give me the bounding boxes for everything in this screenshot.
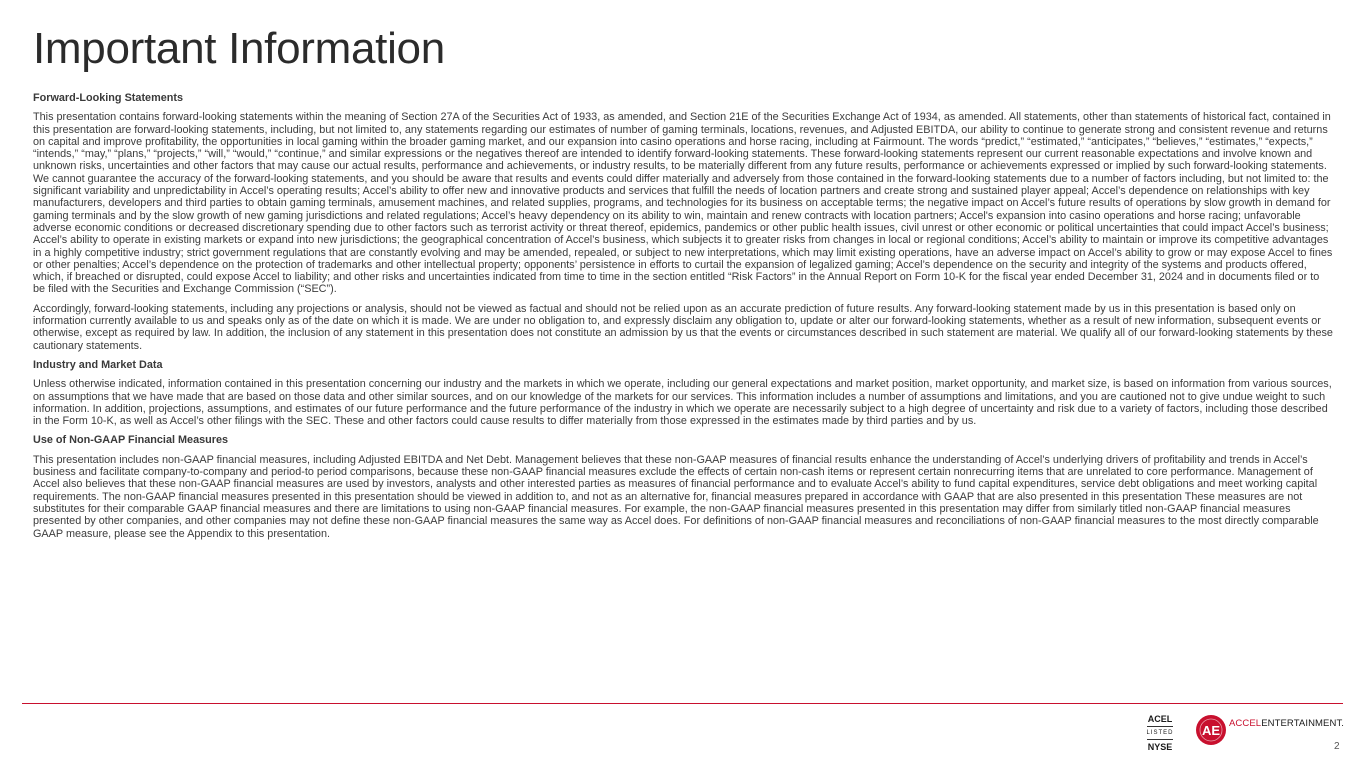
document-body <box>33 92 1333 547</box>
logo-letters: AE <box>1201 723 1221 738</box>
paragraph: This presentation includes non-GAAP financial measures, including Adjusted EBITDA and Net Debt. Management believes that these non-GAAP measures of financial results enhance the understanding of Accel’s underlying drivers of profitability and trends in Accel’s business and facilitate company-to-company and period-to period comparisons, because these non-GAAP financial measures exclude the effects of certain non-cash items or represent certain nonrecurring items that are unrelated to core performance. Management of Accel also believes that these non-GAAP financial measures are used by investors, analysts and other interested parties as measures of financial performance and to evaluate Accel’s ability to fund capital expenditures, service debt obligations and meet working capital requirements. The non-GAAP financial measures presented in this presentation should be viewed in addition to, and not as an alternative for, financial measures prepared in accordance with GAAP that are also presented in this presentation These measures are not substitutes for their comparable GAAP financial measures and there are limitations to using non-GAAP financial measures. For example, the non-GAAP financial measures presented in this presentation may differ from similarly titled non-GAAP financial measures presented by other companies, and other companies may not define these non-GAAP financial measures the same way as Accel does. For definitions of non-GAAP financial measures and reconciliations of non-GAAP financial measures to the most directly comparable GAAP measure, please see the Appendix to this presentation. <box>33 453 1319 540</box>
section-heading: Forward-Looking Statements <box>33 92 184 104</box>
listing-status: LISTED <box>1146 730 1174 736</box>
section-industry-market-data <box>33 359 1333 427</box>
section-heading: Industry and Market Data <box>33 358 163 371</box>
section-non-gaap-measures <box>33 434 1333 539</box>
listing-exchange: NYSE <box>1147 742 1173 752</box>
badge-rule <box>1147 726 1173 727</box>
company-wordmark <box>1229 718 1344 729</box>
page-title: Important Information <box>33 24 445 73</box>
accel-logo-icon <box>1195 714 1227 746</box>
nyse-listed-badge <box>1143 714 1177 753</box>
footer-divider <box>22 703 1343 704</box>
section-forward-looking-statements <box>33 92 1333 352</box>
badge-rule <box>1147 739 1173 740</box>
paragraph: This presentation contains forward-looking statements within the meaning of Section 27A of the Securities Act of 1933, as amended, and Section 21E of the Securities Exchange Act of 1934, as amended. All statements, other than statements of historical fact, contained in this presentation are forward-looking statements, including, but not limited to, any statements regarding our estimates of number of gaming terminals, locations, revenues, and Adjusted EBITDA, our ability to continue to generate strong and consistent revenue and returns on capital and improve profitability, the opportunities in local gaming within the broader gaming market, and our expansion into casino operations and horse racing, including at Fairmount. The words “predict,” “estimated,” “anticipates,” “believes,” “estimates,” “expects,” “intends,” “may,” “plans,” “projects,” “will,” “would,” “continue,” and similar expressions or the negatives thereof are intended to identify forward-looking statements. These forward-looking statements represent our current reasonable expectations and involve known and unknown risks, uncertainties and other factors that may cause our actual results, performance and achievements, or industry results, to be materially different from any future results, performance or achievements expressed or implied by such forward-looking statements. We cannot guarantee the accuracy of the forward-looking statements, and you should be aware that results and events could differ materially and adversely from those contained in the forward-looking statements due to a number of factors including, but not limited to: the significant variability and unpredictability in Accel’s operating results; Accel’s ability to offer new and innovative products and services that fulfill the needs of location partners and create strong and sustained player appeal; Accel’s dependence on relationships with key manufacturers, developers and third parties to obtain gaming terminals, amusement machines, and related supplies, programs, and technologies for its business on acceptable terms; the negative impact on Accel’s future results of operations by slow growth in demand for gaming terminals and by the slow growth of new gaming jurisdictions and related regulations; Accel’s heavy dependency on its ability to win, maintain and renew contracts with location partners; Accel's expansion into casino operations and horse racing; unfavorable adverse economic conditions or decreased discretionary spending due to other factors such as terrorist activity or threat thereof, epidemics, pandemics or other public health issues, civil unrest or other economic or political uncertainties that could impact Accel’s business; Accel’s ability to operate in existing markets or expand into new jurisdictions; the geographical concentration of Accel’s business, which subjects it to greater risks from changes in local or regional conditions; Accel’s ability to maintain or improve its competitive advantages in a highly competitive industry; strict government regulations that are constantly evolving and may be amended, repealed, or subject to new interpretations, which may limit existing operations, have an adverse impact on Accel’s ability to grow or may expose Accel to fines or other penalties; Accel’s dependence on the protection of trademarks and other intellectual property; opponents’ persistence in efforts to curtail the expansion of legalized gaming; Accel’s dependence on the security and integrity of the systems and products offered, which, if breached or disrupted, could expose Accel to liability; and other risks and uncertainties indicated from time to time in the section entitled “Risk Factors” in the Annual Report on Form 10-K for the fiscal year ended December 31, 2024 and in documents filed or to be filed with the Securities and Exchange Commission (“SEC”). <box>33 111 1333 296</box>
paragraph: Accordingly, forward-looking statements, including any projections or analysis, should not be viewed as factual and should not be relied upon as an accurate prediction of future results. Any forward-looking statement made by us in this presentation is based only on information currently available to us and speaks only as of the date on which it is made. We are under no obligation to, and expressly disclaim any obligation to, update or alter our forward-looking statements, whether as a result of new information, subsequent events or otherwise, except as required by law. In addition, the inclusion of any statement in this presentation does not constitute an admission by us that the events or circumstances described in such statement are material. We qualify all of our forward-looking statements by these cautionary statements. <box>33 302 1333 352</box>
section-heading: Use of Non-GAAP Financial Measures <box>33 434 229 447</box>
page-number: 2 <box>1334 741 1340 752</box>
wordmark-rest: ENTERTAINMENT. <box>1261 718 1345 729</box>
paragraph: Unless otherwise indicated, information contained in this presentation concerning our industry and the markets in which we operate, including our general expectations and market position, market opportunity, and market size, is based on information from various sources, on assumptions that we have made that are based on those data and other similar sources, and on our knowledge of the markets for our services. This information includes a number of assumptions and limitations, and you are cautioned not to give undue weight to such information. In addition, projections, assumptions, and estimates of our future performance and the future performance of the industry in which we operate are necessarily subject to a high degree of uncertainty and risk due to a variety of factors, including those described in the Form 10-K, as well as Accel’s other filings with the SEC. These and other factors could cause results to differ materially from those expressed in the estimates made by third parties and by us. <box>33 378 1332 428</box>
wordmark-accent: ACCEL <box>1229 718 1262 729</box>
listing-ticker: ACEL <box>1147 714 1173 724</box>
